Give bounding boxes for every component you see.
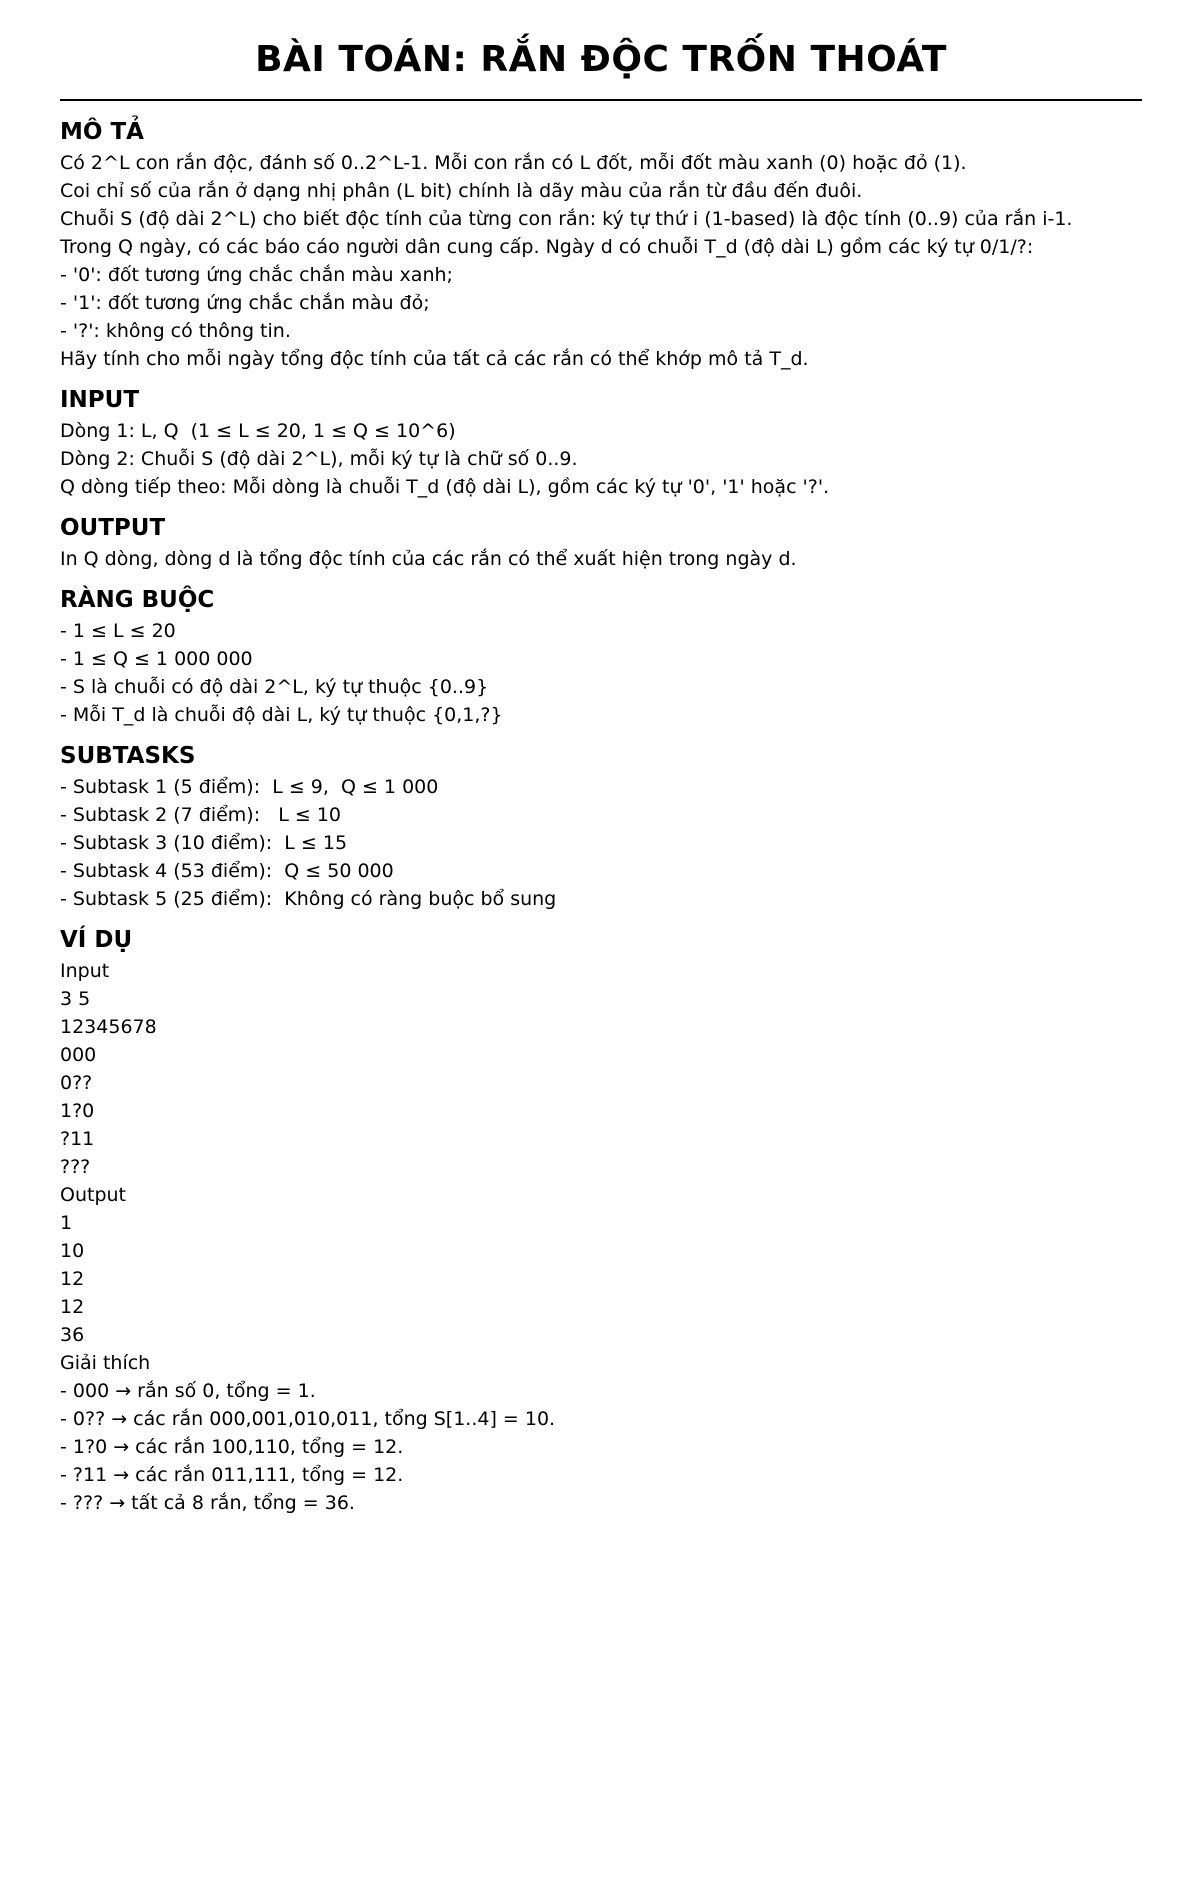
- page-title: BÀI TOÁN: RẮN ĐỘC TRỐN THOÁT: [255, 39, 947, 80]
- section-subtasks: [60, 739, 1142, 913]
- text-line: In Q dòng, dòng d là tổng độc tính của các rắn có thể xuất hiện trong ngày d.: [60, 548, 797, 570]
- text-line: - 1?0 → các rắn 100,110, tổng = 12.: [60, 1436, 404, 1458]
- text-line: 3 5: [60, 988, 91, 1010]
- section-heading: MÔ TẢ: [60, 119, 144, 145]
- text-line: - 0?? → các rắn 000,001,010,011, tổng S[1..4] = 10.: [60, 1408, 556, 1430]
- text-line: - Subtask 3 (10 điểm): L ≤ 15: [60, 832, 348, 854]
- text-line: - 1 ≤ Q ≤ 1 000 000: [60, 648, 253, 670]
- text-line: Chuỗi S (độ dài 2^L) cho biết độc tính của từng con rắn: ký tự thứ i (1-based) là độc tính (0..9) của rắn i-1.: [60, 208, 1073, 230]
- section-heading: VÍ DỤ: [60, 927, 133, 953]
- text-line: 1: [60, 1212, 73, 1234]
- text-line: - S là chuỗi có độ dài 2^L, ký tự thuộc {0..9}: [60, 676, 489, 698]
- text-line: ???: [60, 1156, 91, 1178]
- text-line: Hãy tính cho mỗi ngày tổng độc tính của tất cả các rắn có thể khớp mô tả T_d.: [60, 348, 809, 370]
- text-line: 0??: [60, 1072, 93, 1094]
- section-heading: INPUT: [60, 387, 140, 413]
- section-body: [60, 149, 1142, 373]
- document-body: [60, 115, 1142, 1517]
- section-body: [60, 417, 1142, 501]
- text-line: - ?11 → các rắn 011,111, tổng = 12.: [60, 1464, 404, 1486]
- section-body: [60, 957, 1142, 1517]
- text-line: 000: [60, 1044, 97, 1066]
- text-line: - ??? → tất cả 8 rắn, tổng = 36.: [60, 1492, 355, 1514]
- text-line: Dòng 1: L, Q (1 ≤ L ≤ 20, 1 ≤ Q ≤ 10^6): [60, 420, 456, 442]
- text-line: 36: [60, 1324, 85, 1346]
- text-line: - '1': đốt tương ứng chắc chắn màu đỏ;: [60, 292, 430, 314]
- text-line: Q dòng tiếp theo: Mỗi dòng là chuỗi T_d (độ dài L), gồm các ký tự '0', '1' hoặc '?'.: [60, 476, 830, 498]
- text-line: 1?0: [60, 1100, 95, 1122]
- text-line: Giải thích: [60, 1352, 151, 1374]
- text-line: - Subtask 5 (25 điểm): Không có ràng buộc bổ sung: [60, 888, 557, 910]
- text-line: Output: [60, 1184, 126, 1206]
- section-heading: RÀNG BUỘC: [60, 587, 215, 613]
- text-line: 12: [60, 1268, 85, 1290]
- section-body: [60, 617, 1142, 729]
- text-line: Input: [60, 960, 110, 982]
- section-body: [60, 545, 1142, 573]
- text-line: Dòng 2: Chuỗi S (độ dài 2^L), mỗi ký tự là chữ số 0..9.: [60, 448, 578, 470]
- text-line: 12: [60, 1296, 85, 1318]
- section-body: [60, 773, 1142, 913]
- section-heading: SUBTASKS: [60, 743, 196, 769]
- section-mo-ta: [60, 115, 1142, 373]
- text-line: Coi chỉ số của rắn ở dạng nhị phân (L bit) chính là dãy màu của rắn từ đầu đến đuôi.: [60, 180, 863, 202]
- text-line: ?11: [60, 1128, 95, 1150]
- problem-document: [60, 0, 1142, 1527]
- text-line: - Mỗi T_d là chuỗi độ dài L, ký tự thuộc {0,1,?}: [60, 704, 503, 726]
- text-line: - Subtask 4 (53 điểm): Q ≤ 50 000: [60, 860, 394, 882]
- title-divider: [60, 99, 1142, 101]
- text-line: Trong Q ngày, có các báo cáo người dân cung cấp. Ngày d có chuỗi T_d (độ dài L) gồm các ký tự 0/1/?:: [60, 236, 1034, 258]
- section-rang-buoc: [60, 583, 1142, 729]
- section-vi-du: [60, 923, 1142, 1517]
- text-line: - Subtask 1 (5 điểm): L ≤ 9, Q ≤ 1 000: [60, 776, 439, 798]
- text-line: - 000 → rắn số 0, tổng = 1.: [60, 1380, 316, 1402]
- text-line: - 1 ≤ L ≤ 20: [60, 620, 176, 642]
- text-line: - '0': đốt tương ứng chắc chắn màu xanh;: [60, 264, 453, 286]
- text-line: 12345678: [60, 1016, 157, 1038]
- text-line: Có 2^L con rắn độc, đánh số 0..2^L-1. Mỗi con rắn có L đốt, mỗi đốt màu xanh (0) hoặc đỏ (1).: [60, 152, 967, 174]
- text-line: - '?': không có thông tin.: [60, 320, 291, 342]
- section-output: [60, 511, 1142, 573]
- text-line: - Subtask 2 (7 điểm): L ≤ 10: [60, 804, 341, 826]
- text-line: 10: [60, 1240, 85, 1262]
- section-input: [60, 383, 1142, 501]
- section-heading: OUTPUT: [60, 515, 166, 541]
